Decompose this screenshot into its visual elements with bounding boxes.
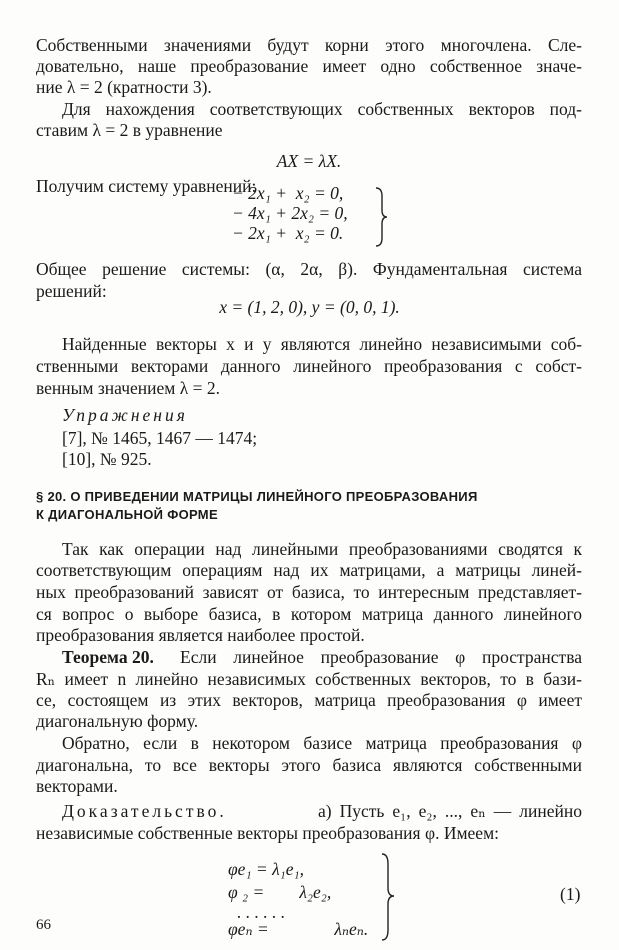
page-number: 66 <box>36 917 51 933</box>
text-line: ся вопрос о выборе базиса, в котором матрица данного линейного <box>36 604 582 624</box>
text-line: диагональную форму. <box>36 711 199 731</box>
text-line: Для нахождения соответствующих собственных векторов под- <box>62 99 582 119</box>
theorem-label: Теорема 20. <box>62 647 154 667</box>
equation: AX = λX. <box>276 151 342 171</box>
text-line: Если линейное преобразование φ пространства <box>180 647 582 667</box>
text-line: а) Пусть e₁, e₂, ..., eₙ — линейно <box>318 801 582 821</box>
equation: x = (1, 2, 0), y = (0, 0, 1). <box>219 297 400 317</box>
text-line: Собственными значениями будут корни этого многочлена. Сле- <box>36 35 582 55</box>
text-line: Обратно, если в некотором базисе матрица преобразования φ <box>62 733 582 753</box>
diagonal-equation: φe₁ = λ₁e₁, <box>228 859 304 879</box>
system-equation: − 4x₁ + 2x₂ = 0, <box>232 203 348 223</box>
diagonal-brace <box>380 852 396 942</box>
section-heading: § 20. О ПРИВЕДЕНИИ МАТРИЦЫ ЛИНЕЙНОГО ПРЕОБРАЗОВАНИЯ <box>36 489 478 504</box>
diagonal-equation: φ ₂ = λ₂e₂, <box>228 882 332 902</box>
exercises-title: Упражнения <box>62 405 188 425</box>
text-line: ственными векторами данного линейного преобразования с собст- <box>36 356 582 376</box>
text-line: диагональна, то все векторы этого базиса являются собственными <box>36 755 582 775</box>
text-line: независимые собственные векторы преобразования φ. Имеем: <box>36 823 500 843</box>
text-line: Rₙ имеет n линейно независимых собственных векторов, то в бази- <box>36 669 582 689</box>
text-line: се, состоящем из этих векторов, матрица преобразования φ имеет <box>36 690 582 710</box>
text-line: соответствующим операциям над их матрицами, а матрицы линей- <box>36 560 582 580</box>
text-line: ных преобразований зависят от базиса, то интересным представляет- <box>36 582 582 602</box>
proof-label: Доказательство. <box>62 801 227 821</box>
text-line: Так как операции над линейными преобразованиями сводятся к <box>62 539 582 559</box>
text-line: ние λ = 2 (кратности 3). <box>36 77 212 97</box>
text-line: решений: <box>36 281 107 301</box>
text-line: преобразования является наиболее простой. <box>36 625 365 645</box>
system-equation: − 2x₁ + x₂ = 0, <box>232 183 344 203</box>
system-equation: − 2x₁ + x₂ = 0. <box>232 223 344 243</box>
text-line: ставим λ = 2 в уравнение <box>36 120 223 140</box>
text-line: Найденные векторы x и y являются линейно независимыми соб- <box>62 334 582 354</box>
system-brace <box>374 186 388 248</box>
equation-number: (1) <box>560 884 581 904</box>
diagonal-equation: φeₙ = λₙeₙ. <box>228 919 369 939</box>
text-line: довательно, наше преобразование имеет одно собственное значе- <box>36 56 582 76</box>
exercise-ref: [10], № 925. <box>62 449 152 469</box>
exercise-ref: [7], № 1465, 1467 — 1474; <box>62 428 258 448</box>
text-line: Общее решение системы: (α, 2α, β). Фундаментальная система <box>36 259 582 279</box>
text-line: Получим систему уравнений: <box>36 176 257 196</box>
text-line: венным значением λ = 2. <box>36 378 220 398</box>
section-heading: К ДИАГОНАЛЬНОЙ ФОРМЕ <box>36 507 218 522</box>
diagonal-dots: . . . . . . <box>228 902 285 922</box>
text-line: векторами. <box>36 776 118 796</box>
